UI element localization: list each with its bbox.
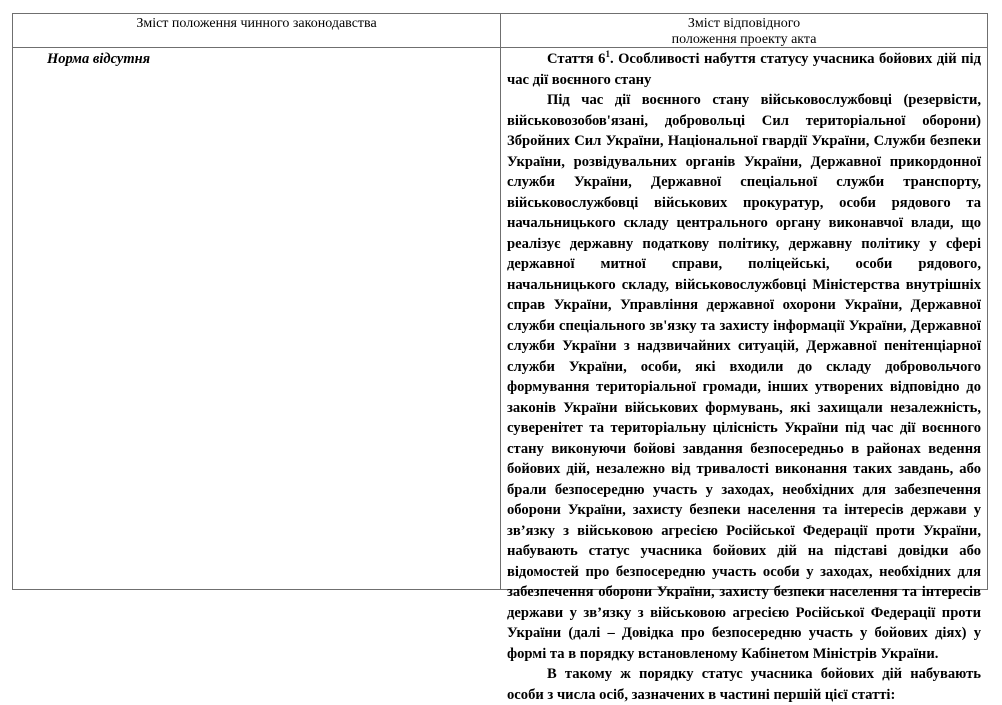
- article-superscript: 1: [605, 49, 610, 59]
- header-draft-act-line1: Зміст відповідного: [687, 16, 801, 31]
- draft-act-cell: [507, 49, 981, 705]
- comparison-table: [12, 13, 988, 703]
- article-heading: [507, 49, 981, 90]
- current-law-cell: Норма відсутня: [47, 51, 151, 67]
- header-draft-act: [501, 16, 987, 48]
- header-current-law: Зміст положення чинного законодавства: [136, 16, 377, 31]
- article-number: Стаття 6: [547, 51, 606, 67]
- article-title: . Особливості набуття статусу учасника бойових дій під час дії воєнного стану: [507, 51, 981, 88]
- header-draft-act-line2: положення проекту акта: [671, 32, 817, 47]
- article-paragraph-1: Під час дії воєнного стану військовослужбовці (резервісти, військовозобов'язані, добровольці Сил територіальної оборони) Збройних Сил України, Національної гвардії України, Служби безпеки України, розвідувальних органів України, Державної прикордонної служби України, Державної спеціальної служби транспорту, військовослужбовці військових прокуратур, особи рядового та начальницького складу центрального органу виконавчої влади, що реалізує державну податкову політику, державну політику у сфері державної митної справи, поліцейські, особи рядового, начальницького складу, військовослужбовці Міністерства внутрішніх справ України, Управління державної охорони України, Державної служби спеціального зв'язку та захисту інформації України, Державної служби України з надзвичайних ситуацій, Державної пенітенціарної служби України, особи, які входили до складу добровольчого формування територіальної громади, інших утворених відповідно до законів України військових формувань, які захищали незалежність, суверенітет та територіальну цілісність України під час дії воєнного стану виконуючи бойові завдання безпосередньо в районах ведення бойових дій, незалежно від тривалості виконання таких завдань, або брали безпосередню участь у заходах, необхідних для забезпечення оборони України, захисту безпеки населення та інтересів держави у зв’язку з військовою агресією Російської Федерації проти України, набувають статус учасника бойових дій на підставі довідки або відомостей про безпосередню участь особи у заходах, необхідних для забезпечення оборони України, захисту безпеки населення та інтересів держави у зв’язку з військовою агресією Російської Федерації проти України (далі – Довідка про безпосередню участь у бойових діях) у формі та в порядку встановленому Кабінетом Міністрів України.: [507, 92, 981, 662]
- article-paragraph-2: В такому ж порядку статус учасника бойових дій набувають особи з числа осіб, зазначених в частині першій цієї статті:: [507, 666, 981, 703]
- column-divider: [500, 14, 501, 589]
